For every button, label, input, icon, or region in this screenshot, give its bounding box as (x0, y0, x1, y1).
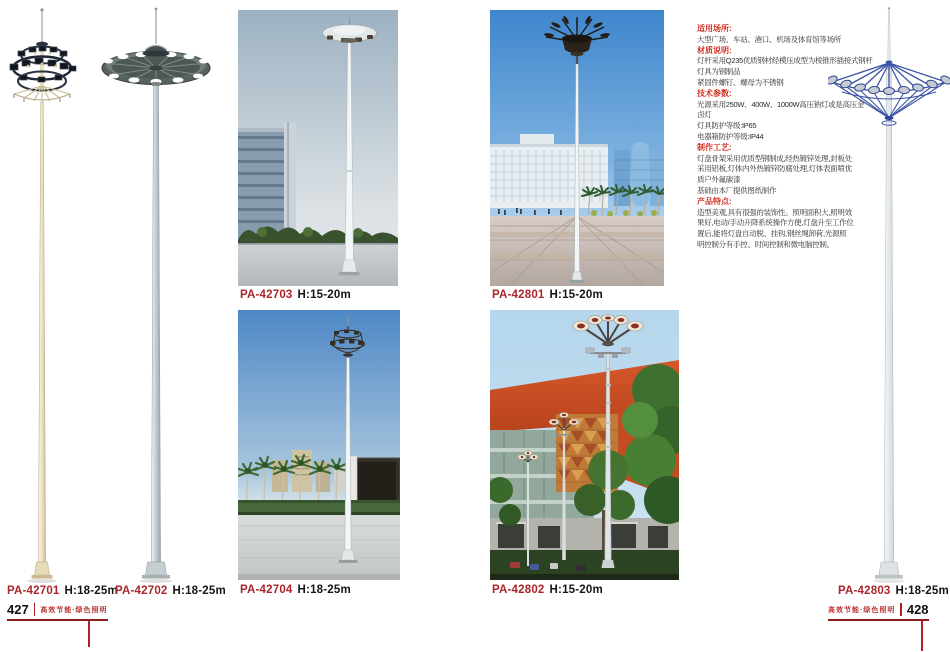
info-line: 卤灯 (697, 110, 712, 120)
info-line: 电器箱防护等级:IP44 (697, 131, 764, 141)
footer-slogan-right: 高效节能·绿色照明 (828, 607, 896, 614)
info-line: 灯盘骨架采用优质型钢制成,经热镀锌处理,封板处 (697, 153, 852, 163)
footer-slogan-left: 高效节能·绿色照明 (40, 607, 108, 614)
footer-divider (900, 603, 902, 616)
hedge-ground (490, 550, 679, 580)
spike (886, 7, 892, 69)
product-code: PA-42703 (240, 289, 293, 301)
product-photo-pa42801 (490, 10, 664, 286)
info-line: 紧固件螺钉、螺母为不锈钢 (697, 77, 784, 87)
page-number-left: 427 (7, 602, 29, 617)
footer-divider (34, 603, 36, 616)
info-heading-features: 产品特点: (697, 196, 732, 206)
pole-base (873, 562, 905, 583)
info-heading-material: 材质说明: (697, 45, 732, 55)
finial-rod (40, 8, 43, 42)
info-line: 质户外氟碳漆 (697, 175, 741, 185)
product-height: H:15-20m (549, 289, 603, 301)
product-height: H:18-25m (297, 584, 351, 596)
product-label-pa42702 (115, 585, 226, 597)
page-number-right: 428 (906, 602, 929, 617)
dome-cap (143, 46, 170, 57)
office-building (238, 122, 296, 240)
footer-left (7, 603, 108, 621)
product-code: PA-42702 (115, 585, 168, 597)
lamp-crown (10, 42, 76, 102)
product-photo-pa42703 (238, 10, 398, 286)
product-label-pa42704 (240, 584, 351, 596)
product-photo-pa42704 (238, 310, 400, 580)
highmast-render-pa42701 (2, 6, 87, 589)
product-height: H:18-25m (172, 585, 226, 597)
info-heading-usage: 适用场所: (697, 24, 732, 33)
product-label-pa42803 (838, 585, 949, 597)
product-code: PA-42802 (492, 584, 545, 596)
product-height: H:18-25m (64, 585, 118, 597)
product-height: H:15-20m (297, 289, 351, 301)
pole (884, 69, 894, 562)
highmast-render-pa42702 (98, 6, 218, 589)
product-label-pa42802 (492, 584, 603, 596)
info-line: 果好,电动/手动升降系统操作方便,灯盘升至工作位 (697, 218, 854, 228)
info-heading-specs: 技术参数: (697, 88, 732, 98)
plaza (238, 515, 400, 580)
info-line: 置后,能将灯盘自动脱、挂钩,钢丝绳卸荷,光源照 (697, 229, 847, 239)
info-line: 基础由本厂提供图纸制作 (697, 185, 777, 195)
lamp-disc (102, 52, 210, 87)
info-panel (697, 24, 872, 251)
info-line: 采用铝板,灯体内外热镀锌防腐处理,灯体表面喷优 (697, 164, 852, 174)
info-line: 造型美观,具有很强的装饰性。照明面积大,照明效 (697, 207, 852, 217)
product-code: PA-42701 (7, 585, 60, 597)
plaza (238, 244, 398, 286)
product-height: H:18-25m (895, 585, 949, 597)
hedge (238, 500, 400, 515)
finial-rod (155, 8, 158, 44)
lamp-disc (323, 24, 377, 43)
footer-rule-right (921, 621, 923, 651)
info-heading-craft: 制作工艺: (697, 142, 732, 152)
pole-base (139, 562, 173, 583)
info-line: 灯具防护等级:IP65 (697, 121, 757, 131)
pole (151, 58, 160, 562)
product-height: H:15-20m (549, 584, 603, 596)
product-code: PA-42704 (240, 584, 293, 596)
info-line: 光源采用250W、400W、1000W高压钠灯或是高压金 (697, 99, 865, 109)
product-code: PA-42801 (492, 289, 545, 301)
footer-rule-left (88, 621, 90, 647)
product-code: PA-42803 (838, 585, 891, 597)
pole-base (27, 562, 57, 583)
footer-right (828, 603, 929, 621)
pole (38, 102, 45, 562)
product-label-pa42703 (240, 289, 351, 301)
product-label-pa42701 (7, 585, 118, 597)
info-line: 灯具为钢制品 (697, 67, 741, 77)
product-label-pa42801 (492, 289, 603, 301)
info-line: 灯杆采用Q235优质钢材经模压成型为棱锥形插接式钢杆 (697, 56, 873, 66)
product-photo-pa42802 (490, 310, 679, 580)
info-line: 大型广场、车站、港口、机场及体育馆等场所 (697, 34, 841, 44)
info-line: 明控制分有手控、时间控制和微电脑控制。 (697, 239, 834, 249)
